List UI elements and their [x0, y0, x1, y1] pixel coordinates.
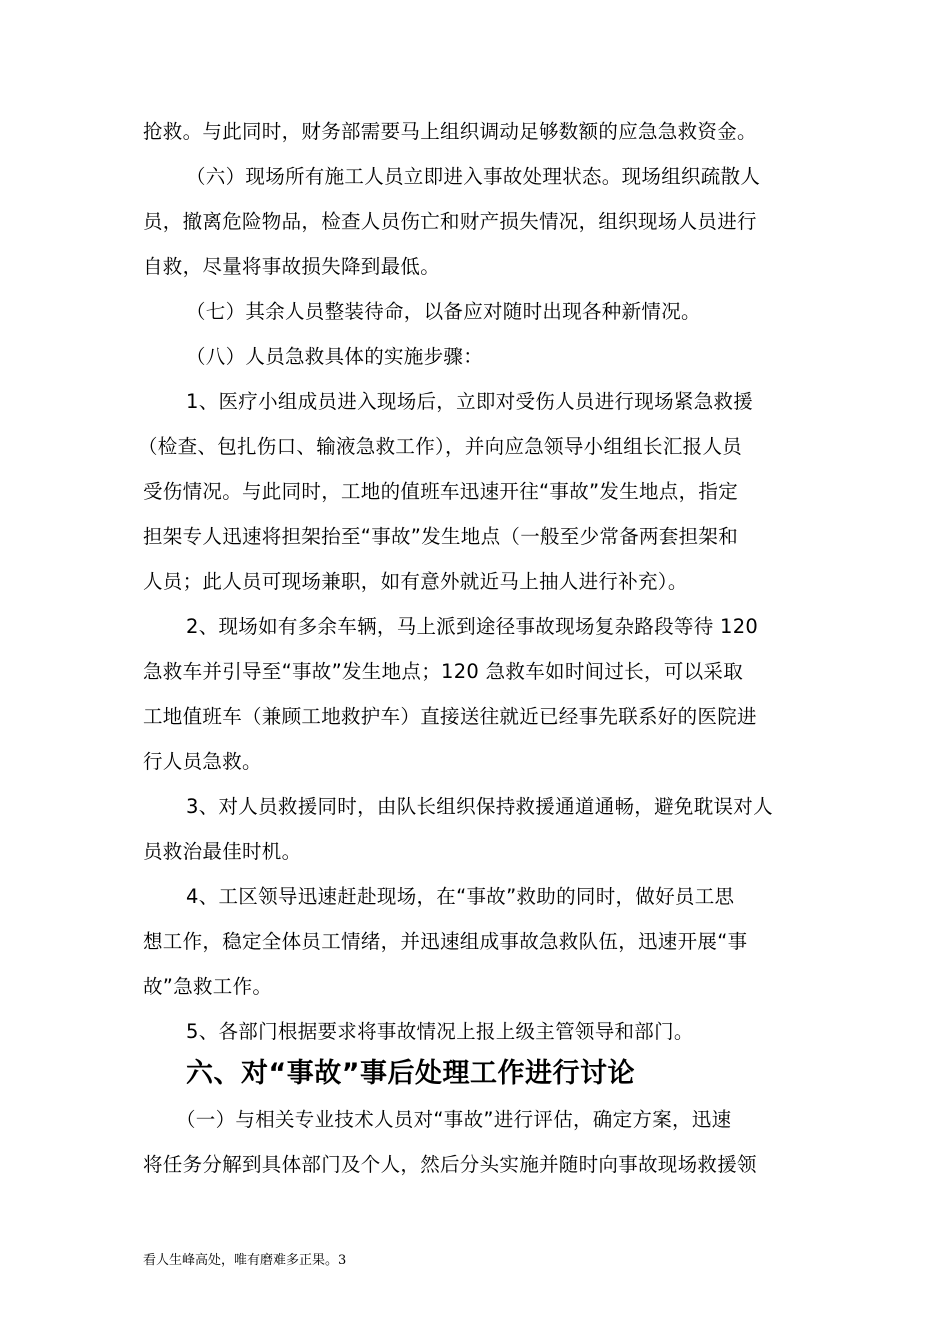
paragraph-line: 4、工区领导迅速赶赴现场，在“事故”救助的同时，做好员工思	[186, 885, 735, 908]
paragraph-line: 人员；此人员可现场兼职，如有意外就近马上抽人进行补充）。	[143, 570, 688, 593]
paragraph-line: 将任务分解到具体部门及个人，然后分头实施并随时向事故现场救援领	[143, 1153, 757, 1176]
paragraph-line: 故”急救工作。	[143, 975, 273, 998]
paragraph-line: （七）其余人员整装待命，以备应对随时出现各种新情况。	[186, 300, 701, 323]
paragraph-line: 2、现场如有多余车辆，马上派到途径事故现场复杂路段等待 120	[186, 615, 759, 638]
page-footer: 看人生峰高处，唯有磨难多正果。3	[143, 1253, 347, 1268]
paragraph-line: 急救车并引导至“事故”发生地点；120 急救车如时间过长，可以采取	[143, 660, 744, 683]
paragraph-line: （一）与相关专业技术人员对“事故”进行评估，确定方案，迅速	[176, 1108, 732, 1131]
paragraph-line: 自救，尽量将事故损失降到最低。	[143, 255, 441, 278]
paragraph-line: 5、各部门根据要求将事故情况上报上级主管领导和部门。	[186, 1020, 694, 1043]
paragraph-line: 想工作，稳定全体员工情绪，并迅速组成事故急救队伍，迅速开展“事	[143, 930, 748, 953]
paragraph-line: （检查、包扎伤口、输液急救工作），并向应急领导小组组长汇报人员	[138, 435, 743, 458]
paragraph-line: 担架专人迅速将担架抬至“事故”发生地点（一般至少常备两套担架和	[143, 525, 739, 548]
paragraph-line: （八）人员急救具体的实施步骤：	[186, 345, 484, 368]
paragraph-line: （六）现场所有施工人员立即进入事故处理状态。现场组织疏散人	[186, 165, 761, 188]
paragraph-line: 3、对人员救援同时，由队长组织保持救援通道通畅，避免耽误对人	[186, 795, 773, 818]
paragraph-line: 抢救。与此同时，财务部需要马上组织调动足够数额的应急急救资金。	[143, 120, 757, 143]
paragraph-line: 工地值班车（兼顾工地救护车）直接送往就近已经事先联系好的医院进	[143, 705, 757, 728]
paragraph-line: 受伤情况。与此同时，工地的值班车迅速开往“事故”发生地点，指定	[143, 480, 739, 503]
section-heading: 六、对“事故”事后处理工作进行讨论	[186, 1058, 635, 1089]
paragraph-line: 1、医疗小组成员进入现场后，立即对受伤人员进行现场紧急救援	[186, 390, 754, 413]
paragraph-line: 员救治最佳时机。	[143, 840, 302, 863]
paragraph-line: 员，撤离危险物品，检查人员伤亡和财产损失情况，组织现场人员进行	[143, 210, 757, 233]
paragraph-line: 行人员急救。	[143, 750, 262, 773]
